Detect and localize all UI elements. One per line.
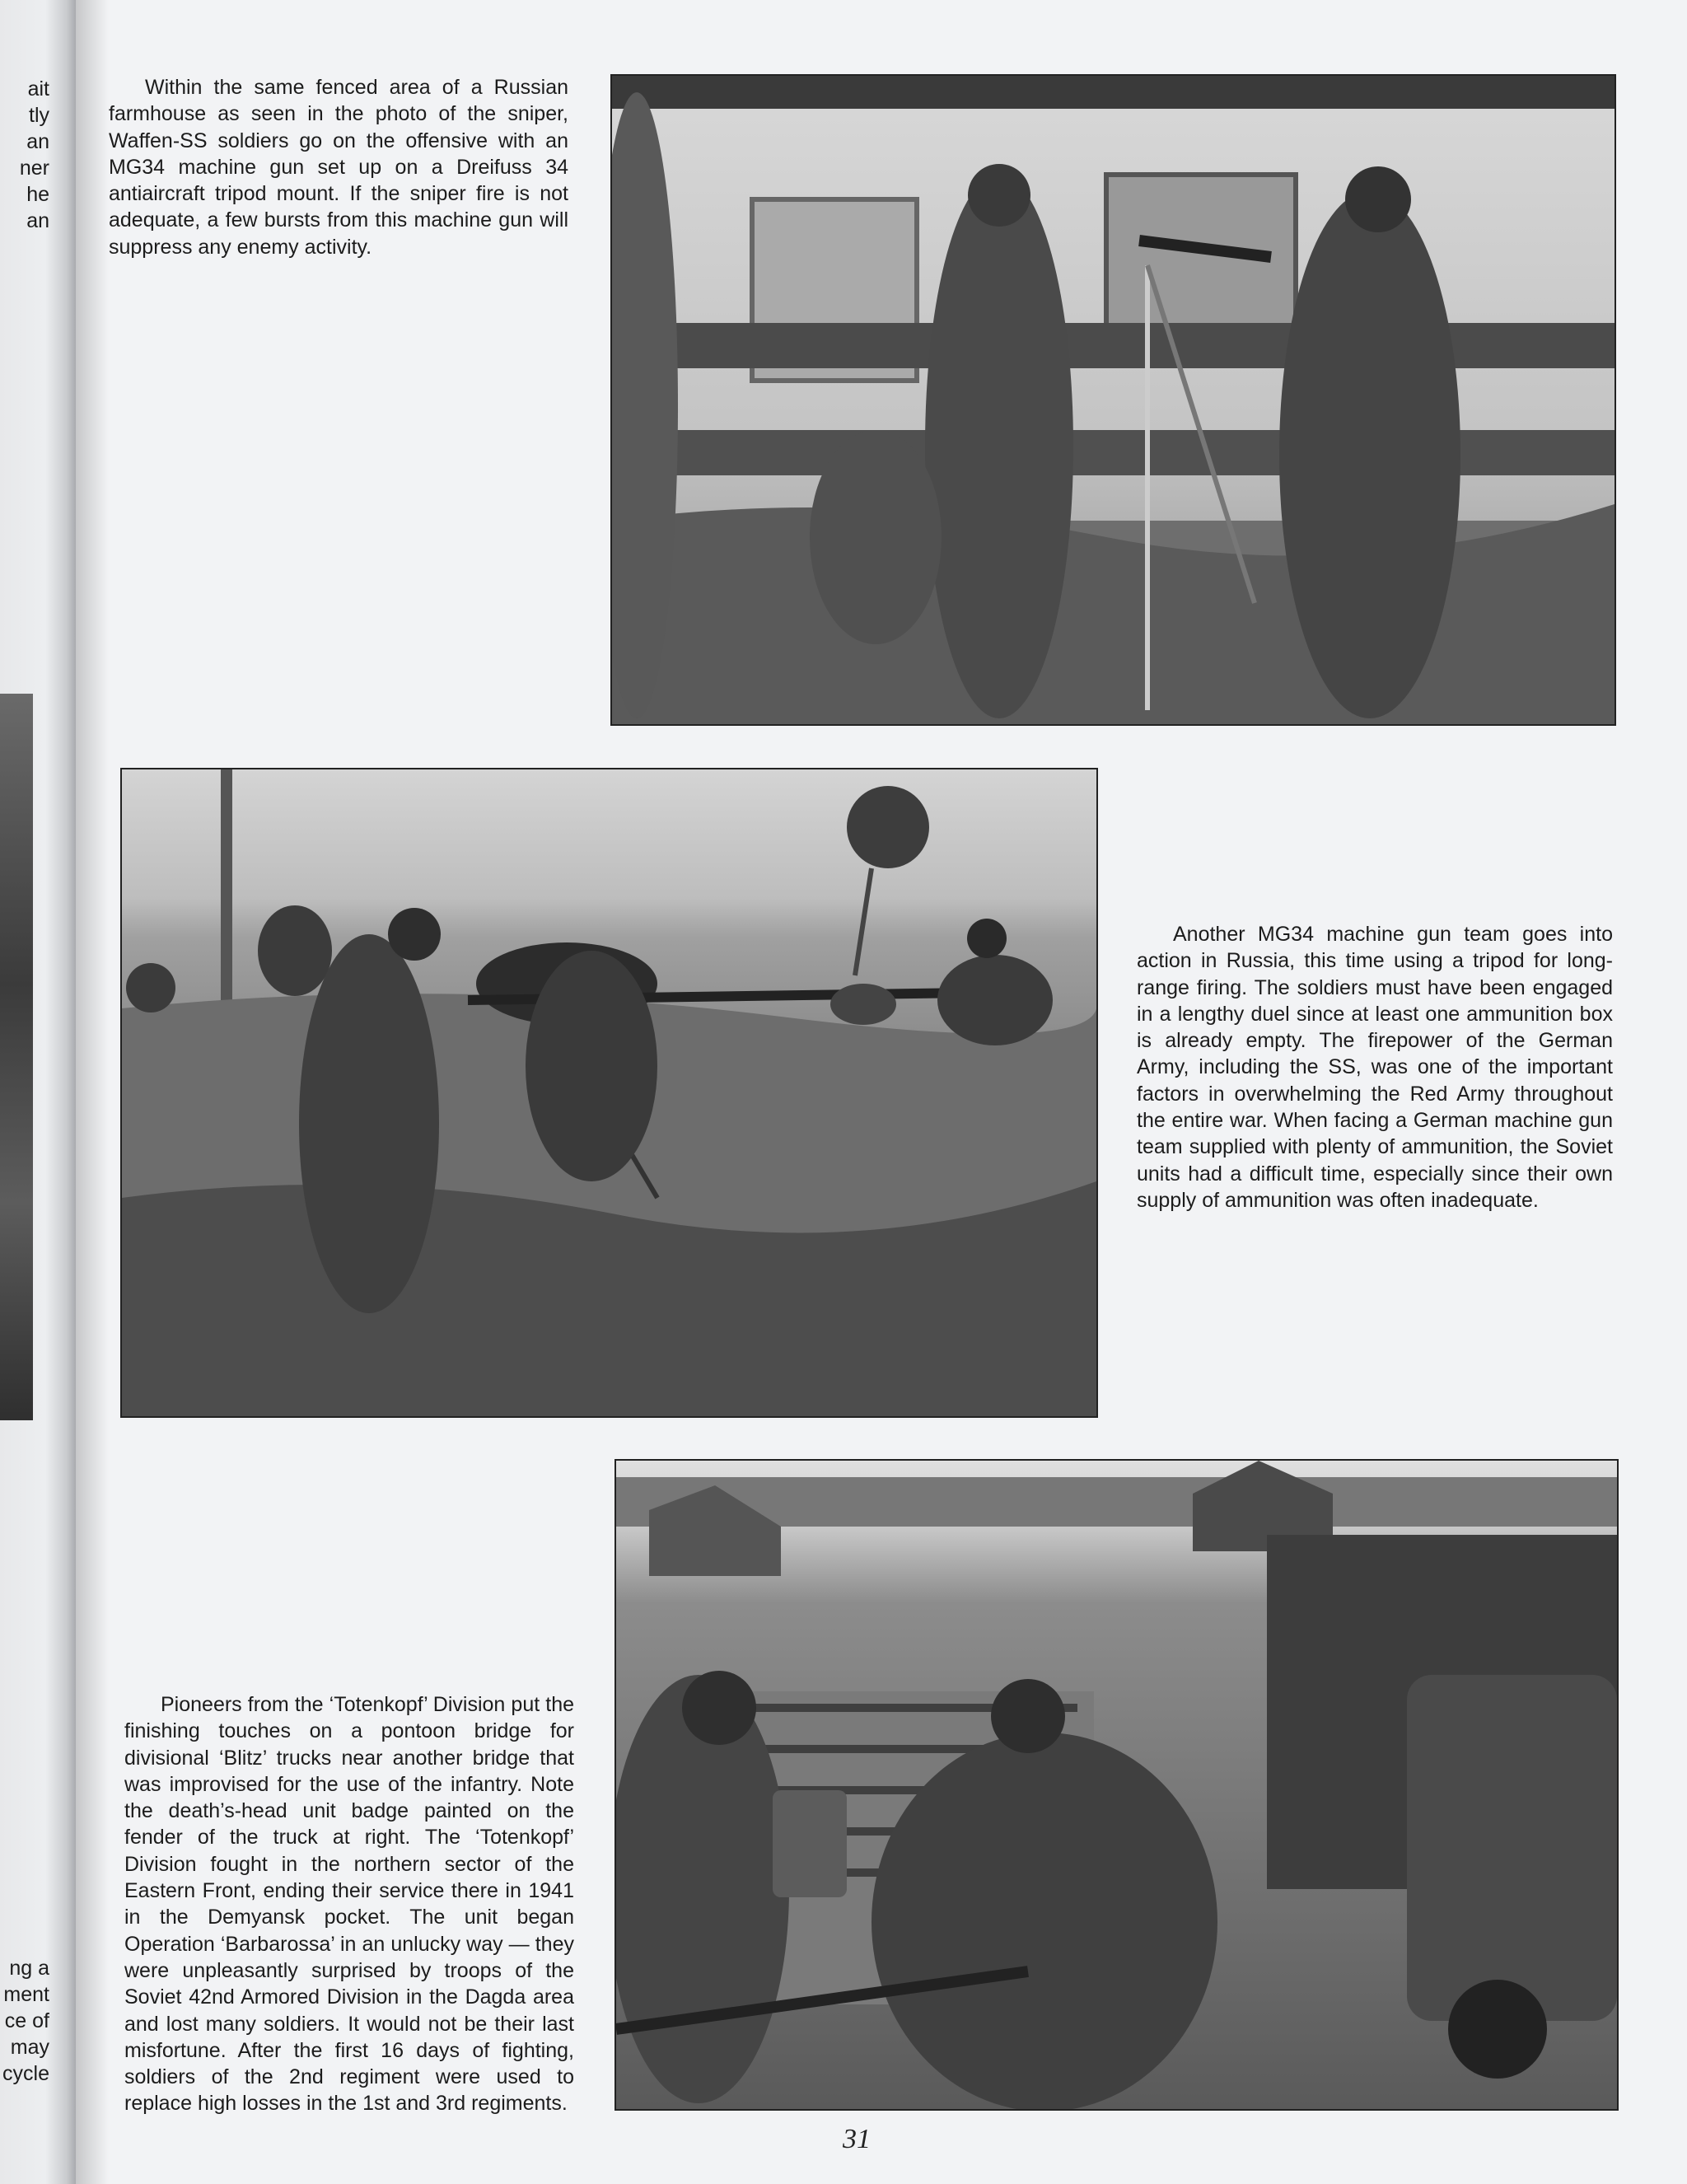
photo-mg34-team xyxy=(120,768,1098,1418)
prev-text-line: cycle xyxy=(2,2062,49,2085)
prev-text-line: ait xyxy=(27,77,49,101)
prev-text-line: he xyxy=(26,183,49,206)
prev-text-line: ce of xyxy=(4,2009,49,2032)
caption-mg34-team: Another MG34 machine gun team goes into action in Russia, this time using a tripod for long-range firing. The soldiers must have been engaged in a lengthy duel since at least one ammunition box is already empty. The firepower of the German Army, including the SS, was one of the important factors in overwhelming the Red Army throughout the entire war. When facing a German machine gun team supplied with plenty of ammunition, the Soviet units had a difficult time, especially since their own supply of ammunition was often inadequate. xyxy=(1137,923,1613,1212)
prev-text-line: ment xyxy=(3,1983,49,2006)
caption-mg34-fence: Within the same fenced area of a Russian farmhouse as seen in the photo of the sniper, Waffen-SS soldiers go on the offensive with an MG34 machine gun set up on a Dreifuss 34 antiaircraft tripod mount. If the sniper fire is not adequate, a few bursts from this machine gun will suppress any enemy activity. xyxy=(109,76,568,259)
prev-text-line: an xyxy=(26,209,49,232)
prev-text-line: tly xyxy=(29,104,49,127)
photo-mg34-fence xyxy=(610,74,1616,726)
previous-page-text-top xyxy=(0,76,49,234)
prev-text-line: an xyxy=(26,130,49,153)
gutter-shadow xyxy=(76,0,109,2184)
caption-pioneers: Pioneers from the ‘Totenkopf’ Division put the finishing touches on a pontoon bridge for divisional ‘Blitz’ trucks near another bridge that was improvised for the use of the infantry. Note the death’s-head unit badge painted on the fender of the truck at right. The ‘Totenkopf’ Division fought in the northern sector of the Eastern Front, ending their service there in 1941 in the Demyansk pocket. The unit began Operation ‘Barbarossa’ in an unlucky way — they were unpleasantly surprised by troops of the Soviet 42nd Armored Division in the Dagda area and lost many soldiers. It would not be their last misfortune. After the first 16 days of fighting, soldiers of the 2nd regiment were used to replace high losses in the 1st and 3rd regiments. xyxy=(124,1693,574,2116)
prev-text-line: ner xyxy=(19,157,49,180)
prev-text-line: may xyxy=(10,2036,49,2059)
previous-page-photo-edge xyxy=(0,694,33,1420)
page-number: 31 xyxy=(843,2124,871,2154)
prev-text-line: ng a xyxy=(9,1957,49,1980)
photo-pontoon-bridge xyxy=(615,1459,1619,2111)
previous-page-text-bottom xyxy=(0,1955,49,2087)
